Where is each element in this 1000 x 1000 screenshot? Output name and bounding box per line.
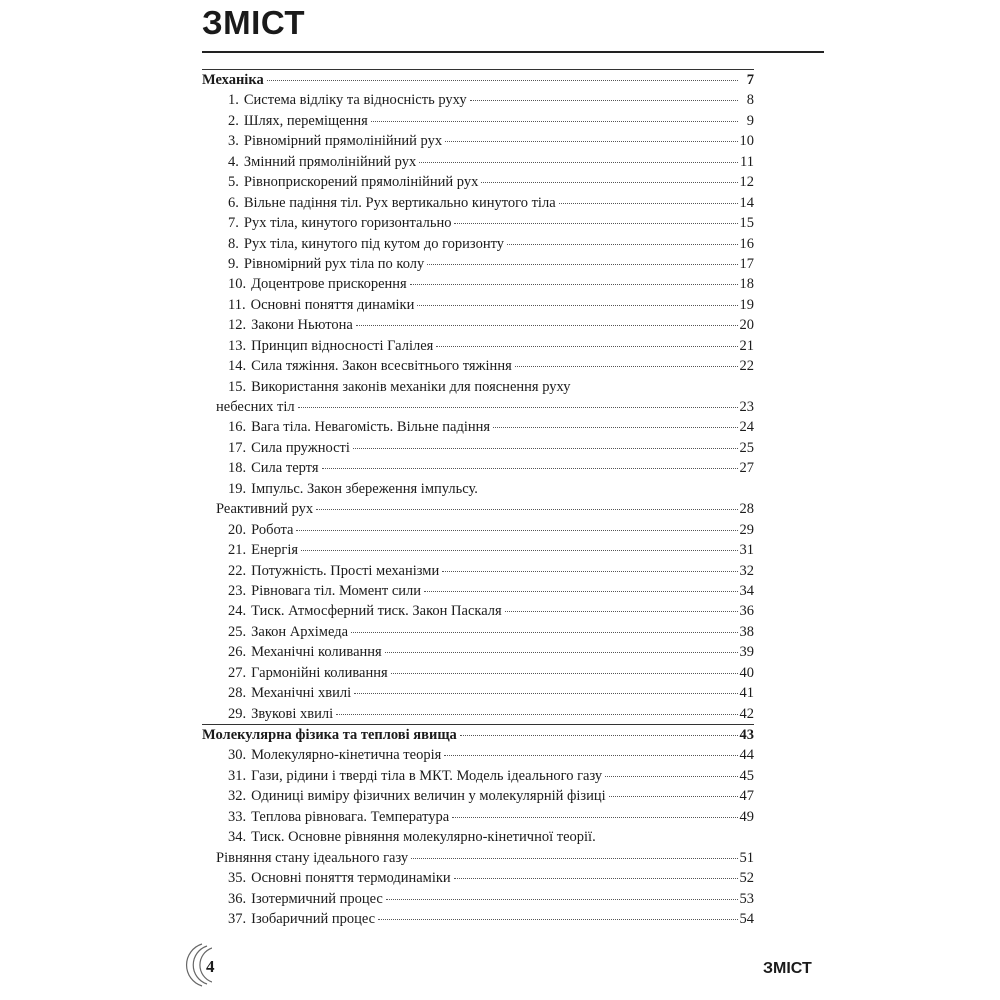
dot-leader — [505, 611, 738, 612]
entry-number: 6. — [228, 194, 239, 211]
entry-number: 21. — [228, 542, 247, 559]
entry-title-continued: Рівняння стану ідеального газу — [216, 849, 409, 866]
dot-leader — [378, 919, 737, 920]
entry-title-continued: Реактивний рух — [216, 501, 314, 518]
toc-entry — [202, 561, 754, 581]
dot-leader — [354, 693, 737, 694]
toc-section-heading — [202, 725, 754, 745]
page-ref: 10 — [739, 133, 754, 150]
dot-leader — [298, 407, 738, 408]
dot-leader — [417, 305, 737, 306]
page-ref: 8 — [746, 92, 754, 109]
dot-leader — [386, 899, 738, 900]
entry-number: 30. — [228, 747, 247, 764]
dot-leader — [515, 366, 738, 367]
entry-title: Потужність. Прості механізми — [251, 562, 440, 579]
dot-leader — [454, 223, 737, 224]
toc-entry — [202, 683, 754, 703]
page-ref: 39 — [739, 644, 754, 661]
dot-leader — [452, 817, 737, 818]
page-ref: 12 — [739, 174, 754, 191]
entry-number: 14. — [228, 358, 247, 375]
toc-entry-continuation — [202, 397, 754, 417]
toc-entry — [202, 807, 754, 827]
entry-title: Звукові хвилі — [251, 705, 334, 722]
entry-number: 25. — [228, 623, 247, 640]
dot-leader — [336, 714, 737, 715]
section-title: Молекулярна фізика та теплові явища — [202, 727, 457, 743]
dot-leader — [410, 284, 738, 285]
entry-number: 17. — [228, 439, 247, 456]
toc-entry — [202, 663, 754, 683]
dot-leader — [301, 550, 737, 551]
dot-leader — [356, 325, 738, 326]
toc-entry — [202, 786, 754, 806]
table-of-contents — [202, 69, 754, 929]
page-ref: 11 — [740, 153, 754, 170]
toc-entry — [202, 131, 754, 151]
entry-title-continued: небесних тіл — [216, 399, 295, 415]
toc-entry — [202, 642, 754, 662]
toc-entry — [202, 889, 754, 909]
page-ref: 42 — [739, 705, 754, 722]
entry-title: Доцентрове прискорення — [251, 276, 407, 293]
toc-entry — [202, 827, 754, 847]
toc-entry-continuation — [202, 848, 754, 868]
entry-title: Шлях, переміщення — [243, 112, 368, 129]
entry-number: 13. — [228, 337, 247, 354]
toc-entry — [202, 111, 754, 131]
entry-title: Сила тяжіння. Закон всесвітнього тяжіння — [251, 358, 512, 375]
page-title: ЗМІСТ — [202, 4, 305, 41]
entry-number: 28. — [228, 685, 247, 702]
entry-title: Рівномірний прямолінійний рух — [243, 133, 443, 150]
title-rule — [202, 51, 824, 53]
dot-leader — [427, 264, 737, 265]
page-ref: 29 — [739, 521, 754, 538]
toc-entry — [202, 745, 754, 765]
entry-title: Вага тіла. Невагомість. Вільне падіння — [251, 419, 491, 436]
page-ref: 54 — [739, 910, 754, 927]
toc-entry — [202, 479, 754, 499]
dot-leader — [424, 591, 737, 592]
page-ref: 43 — [739, 727, 754, 743]
page-ref: 45 — [739, 767, 754, 784]
entry-title: Змінний прямолінійний рух — [243, 153, 417, 170]
toc-entry — [202, 766, 754, 786]
dot-leader — [411, 858, 737, 859]
toc-entry — [202, 868, 754, 888]
entry-title: Ізотермичний процес — [251, 890, 383, 907]
entry-title: Робота — [251, 521, 294, 538]
page-number: 4 — [206, 957, 215, 976]
dot-leader — [371, 121, 738, 122]
entry-number: 23. — [228, 582, 247, 599]
entry-title: Сила тертя — [251, 460, 319, 477]
entry-title: Основні поняття термодинаміки — [251, 870, 451, 887]
entry-number: 19. — [228, 480, 247, 497]
toc-entry — [202, 213, 754, 233]
entry-number: 7. — [228, 215, 239, 232]
entry-title: Принцип відносності Галілея — [251, 337, 434, 354]
page-ref: 16 — [739, 235, 754, 252]
entry-title: Тиск. Основне рівняння молекулярно-кінетичної теорії. — [251, 829, 596, 846]
entry-number: 24. — [228, 603, 247, 620]
dot-leader — [442, 571, 737, 572]
page-ref: 51 — [739, 849, 754, 866]
entry-number: 9. — [228, 255, 239, 272]
toc-entry — [202, 417, 754, 437]
toc-entry — [202, 336, 754, 356]
toc-entry — [202, 295, 754, 315]
dot-leader — [351, 632, 737, 633]
page-ref: 9 — [746, 112, 754, 129]
entry-title: Рух тіла, кинутого під кутом до горизонту — [243, 235, 504, 252]
entry-title: Рівномірний рух тіла по колу — [243, 255, 425, 272]
dot-leader — [605, 776, 737, 777]
toc-entry — [202, 274, 754, 294]
entry-title: Рух тіла, кинутого горизонтально — [243, 215, 452, 232]
toc-entry-continuation — [202, 499, 754, 519]
dot-leader — [470, 100, 738, 101]
toc-entry — [202, 622, 754, 642]
entry-number: 11. — [228, 296, 246, 313]
entry-title: Система відліку та відносність руху — [243, 92, 467, 109]
dot-leader — [353, 448, 738, 449]
entry-title: Механічні коливання — [251, 644, 382, 661]
page-ref: 23 — [739, 399, 754, 415]
entry-title: Механічні хвилі — [251, 685, 352, 702]
page-ref: 18 — [739, 276, 754, 293]
entry-number: 1. — [228, 92, 239, 109]
page-ref: 40 — [739, 664, 754, 681]
entry-title: Гармонійні коливання — [251, 664, 388, 681]
entry-title: Імпульс. Закон збереження імпульсу. — [251, 480, 478, 497]
entry-number: 31. — [228, 767, 247, 784]
toc-entry — [202, 152, 754, 172]
page-ref: 15 — [739, 215, 754, 232]
entry-title: Ізобаричний процес — [251, 910, 376, 927]
dot-leader — [493, 427, 737, 428]
entry-number: 37. — [228, 910, 247, 927]
entry-title: Гази, рідини і тверді тіла в МКТ. Модель ідеального газу — [251, 767, 603, 784]
toc-section-heading — [202, 70, 754, 90]
page-ref: 31 — [739, 542, 754, 559]
toc-entry — [202, 90, 754, 110]
entry-title: Використання законів механіки для пояснення руху — [251, 378, 571, 395]
page-ref: 36 — [739, 603, 754, 620]
dot-leader — [481, 182, 737, 183]
entry-title: Закон Архімеда — [251, 623, 349, 640]
page-ref: 27 — [739, 460, 754, 477]
entry-title: Тиск. Атмосферний тиск. Закон Паскаля — [251, 603, 502, 620]
page-ref: 34 — [739, 582, 754, 599]
page-ref: 47 — [739, 788, 754, 805]
entry-title: Основні поняття динаміки — [250, 296, 415, 313]
page-ref: 38 — [739, 623, 754, 640]
dot-leader — [267, 80, 738, 81]
dot-leader — [436, 346, 737, 347]
toc-entry — [202, 356, 754, 376]
page-ref: 53 — [739, 890, 754, 907]
entry-number: 26. — [228, 644, 247, 661]
dot-leader — [316, 509, 737, 510]
entry-number: 5. — [228, 174, 239, 191]
dot-leader — [444, 755, 737, 756]
toc-entry — [202, 581, 754, 601]
page-ref: 20 — [739, 317, 754, 334]
toc-entry — [202, 254, 754, 274]
entry-title: Закони Ньютона — [251, 317, 353, 334]
entry-number: 12. — [228, 317, 247, 334]
section-title: Механіка — [202, 72, 264, 88]
toc-entry — [202, 909, 754, 929]
entry-number: 36. — [228, 890, 247, 907]
entry-number: 33. — [228, 808, 247, 825]
entry-number: 22. — [228, 562, 247, 579]
page-ref: 49 — [739, 808, 754, 825]
dot-leader — [385, 652, 738, 653]
toc-entry — [202, 193, 754, 213]
entry-title: Молекулярно-кінетична теорія — [251, 747, 442, 764]
entry-title: Енергія — [251, 542, 299, 559]
dot-leader — [454, 878, 738, 879]
entry-number: 8. — [228, 235, 239, 252]
page-ref: 44 — [739, 747, 754, 764]
page-ref: 22 — [739, 358, 754, 375]
entry-number: 27. — [228, 664, 247, 681]
toc-entry — [202, 704, 754, 724]
toc-entry — [202, 234, 754, 254]
entry-number: 3. — [228, 133, 239, 150]
entry-number: 32. — [228, 788, 247, 805]
toc-entry — [202, 172, 754, 192]
entry-number: 4. — [228, 153, 239, 170]
dot-leader — [460, 735, 738, 736]
entry-title: Рівновага тіл. Момент сили — [251, 582, 422, 599]
dot-leader — [391, 673, 738, 674]
entry-title: Вільне падіння тіл. Рух вертикально кинутого тіла — [243, 194, 556, 211]
dot-leader — [419, 162, 738, 163]
page-ref: 17 — [739, 255, 754, 272]
running-title: ЗМІСТ — [763, 960, 812, 977]
toc-entry — [202, 377, 754, 397]
toc-entry — [202, 438, 754, 458]
page-ref: 7 — [746, 72, 754, 88]
entry-title: Теплова рівновага. Температура — [251, 808, 450, 825]
page-ref: 21 — [739, 337, 754, 354]
entry-number: 35. — [228, 870, 247, 887]
toc-entry — [202, 458, 754, 478]
entry-title: Одиниці виміру фізичних величин у молекулярній фізиці — [251, 788, 606, 805]
toc-entry — [202, 520, 754, 540]
dot-leader — [322, 468, 738, 469]
page-ref: 19 — [739, 296, 754, 313]
page-ref: 24 — [739, 419, 754, 436]
entry-number: 16. — [228, 419, 247, 436]
entry-number: 20. — [228, 521, 247, 538]
dot-leader — [507, 244, 738, 245]
entry-number: 15. — [228, 378, 247, 395]
page-ref: 52 — [739, 870, 754, 887]
toc-entry — [202, 540, 754, 560]
page-ref: 14 — [739, 194, 754, 211]
entry-number: 34. — [228, 829, 247, 846]
dot-leader — [559, 203, 738, 204]
entry-number: 2. — [228, 112, 239, 129]
toc-entry — [202, 315, 754, 335]
page-ref: 41 — [739, 685, 754, 702]
toc-entry — [202, 601, 754, 621]
entry-number: 18. — [228, 460, 247, 477]
dot-leader — [445, 141, 737, 142]
dot-leader — [296, 530, 737, 531]
entry-title: Сила пружності — [251, 439, 350, 456]
entry-number: 29. — [228, 705, 247, 722]
page-ref: 28 — [739, 501, 754, 518]
entry-number: 10. — [228, 276, 247, 293]
page-ref: 32 — [739, 562, 754, 579]
dot-leader — [609, 796, 738, 797]
page-ref: 25 — [739, 439, 754, 456]
entry-title: Рівноприскорений прямолінійний рух — [243, 174, 479, 191]
